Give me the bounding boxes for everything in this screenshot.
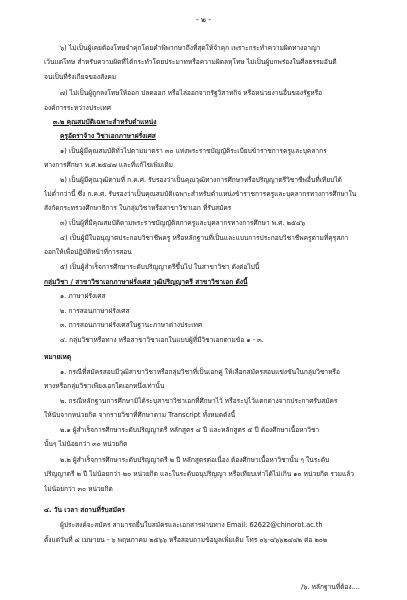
notes-heading: หมายเหตุ [44,353,72,361]
specific-qualification-line: ๑) เป็นผู้มีคุณสมบัติทั่วไปตามมาตรา ๓๐ แห่งพระราชบัญญัติระเบียบข้าราชการครูและบุคลากร [60,147,327,155]
qualification-line: ๖) ไม่เป็นผู้เคยต้องโทษจำคุกโดยคำพิพากษาถึงที่สุดให้จำคุก เพราะกระทำความผิดทางอาญา [60,44,321,52]
specific-qualification-line: ๔) เป็นผู้มีใบอนุญาตประกอบวิชาชีพครู หรือหลักฐานที่เป็นและแบบการประกอบวิชาชีพครูตามที่คุรุสภา [60,234,349,242]
section-3-2-heading: ๓.๒ คุณสมบัติเฉพาะสำหรับตำแหน่ง [53,118,157,126]
specific-qualification-line: ทางการศึกษา พ.ศ.๒๕๔๗ และที่แก้ไขเพิ่มเติม [44,161,174,169]
application-line: ตั้งแต่วันที่ ๔ เมษายน - ๖ พฤษภาคม ๒๕๖๖ หรือสอบถามข้อมูลเพิ่มเติม โทร ๐๖-๔๖๖๒๔๔๒ ต่อ ๒๐๒ [44,536,328,544]
section-4-heading: ๔. วัน เวลา สถานที่รับสมัคร [44,506,125,514]
continuation-note: /๖. หลักฐานที่ต้อง.... [300,583,360,591]
note-line: ๒. กรณีหลักฐานการศึกษามิได้ระบุสาขาวิชาเอกที่ศึกษาไว้ หรือระบุไว้แตกต่างจากประกาศรับสมัคร [60,397,338,405]
specific-qualification-line: ๒) เป็นผู้มีคุณวุฒิตามที่ ก.ค.ศ. รับรองว่าเป็นคุณวุฒิทางการศึกษาหรือปริญญาตรีวิชาชีพอื่นที่เทียบได้ [60,176,342,184]
note-line: ปริญญาตรี ๒ ปี ไม่น้อยกว่า ๒๐ หน่วยกิต และในระดับอนุปริญญา หรือเทียบเท่าได้ไม่เกิน ๑๐ หน่วยกิต รวมแล้ว [44,470,354,478]
specific-qualification-line: สังกัดกระทรวงศึกษาธิการ ในกลุ่มวิชาหรือสาขาวิชาเอก ที่รับสมัคร [44,204,232,212]
qualification-line: จนเป็นที่รังเกียจของสังคม [44,73,117,81]
major-item: ๒. การสอนภาษาฝรั่งเศส [60,307,130,315]
major-item: ๑. ภาษาฝรั่งเศส [60,292,106,300]
qualification-line: องค์การระหว่างประเทศ [44,104,111,112]
page-number: - ๒ - [195,15,212,24]
specific-qualification-line: ๓) เป็นผู้ที่มีคุณสมบัติตามพระราชบัญญัติสภาครูและบุคลากรทางการศึกษา พ.ศ. ๒๕๔๖ [60,219,306,227]
major-group-heading: กลุ่มวิชา / สาขาวิชาเอกภาษาฝรั่งเศส วุฒิปริญญาตรี สาขาวิชาเอก ดังนี้ [44,278,248,286]
note-line: ๒.๒ ผู้สำเร็จการศึกษาระดับปริญญาตรี ๒ ปี หลักสูตรต่อเนื่อง ต้องศึกษาเนื้อหาวิชานั้น ๆ ในระดับ [60,456,330,464]
specific-qualification-line: ๕) เป็นผู้สำเร็จการศึกษาระดับปริญญาตรีขึ้นไป ในสาขาวิชา ดังต่อไปนี้ [60,263,260,271]
qualification-line: เว้นแต่โทษ สำหรับความผิดที่ได้กระทำโดยประมาทหรือความผิดลหุโทษ ไม่เป็นผู้บกพร่องในศีลธรรมอันดี [44,58,337,66]
note-line: ทางหรือกลุ่มวิชาเพียงเอกใดเอกหนึ่งเท่านั้น [44,382,165,390]
major-item: ๔. กลุ่มวิชาหรือทาง หรือสาขาวิชาเอกในแบบผู้ที่มีวิชาเอกตามข้อ ๑ - ๓. [60,336,264,344]
position-title: ครูอัตราจ้าง วิชาเอกภาษาฝรั่งเศส [60,132,156,140]
note-line: ให้นับจากหน่วยกิต จากรายวิชาที่ศึกษาตาม Transcript ทั้งหมดดังนี้ [44,411,236,419]
note-line: ไม่น้อยกว่า ๓๐ หน่วยกิต [44,485,113,493]
specific-qualification-line: ออกให้เพื่อปฏิบัติหน้าที่การสอน [44,248,132,256]
note-line: ๑. กรณีที่สมัครสอบมีวุฒิสาขาวิชาหรือกลุ่มวิชาที่เป็นเอกคู่ ให้เลือกสมัครสอบแข่งขันในกลุ่มวิชาหรือ [60,368,340,376]
specific-qualification-line: ไม่ต่ำกว่านี้ ซึ่ง ก.ค.ศ. รับรองว่าเป็นคุณสมบัติเฉพาะสำหรับตำแหน่งข้าราชการครูและบุคลากรทางการศึกษาใน [44,190,357,198]
note-line: นั้นๆ ไม่น้อยกว่า ๓๐ หน่วยกิต [44,440,128,448]
application-line: ผู้ประสงค์จะสมัคร สามารถยื่นใบสมัครและเอกสารผ่านทาง Email: 62622@chinorot.ac.th [60,521,323,529]
major-item: ๓. การสอนภาษาฝรั่งเศสในฐานะภาษาต่างประเทศ [60,321,203,329]
note-line: ๒.๑ ผู้สำเร็จการศึกษาระดับปริญญาตรี หลักสูตร ๔ ปี และหลักสูตร ๕ ปี ต้องศึกษาเนื้อหาวิชา [60,426,320,434]
qualification-line: ๗) ไม่เป็นผู้ถูกลงโทษให้ออก ปลดออก หรือไล่ออกจากรัฐวิสาหกิจ หรือหน่วยงานอื่นของรัฐหรือ [60,89,323,97]
